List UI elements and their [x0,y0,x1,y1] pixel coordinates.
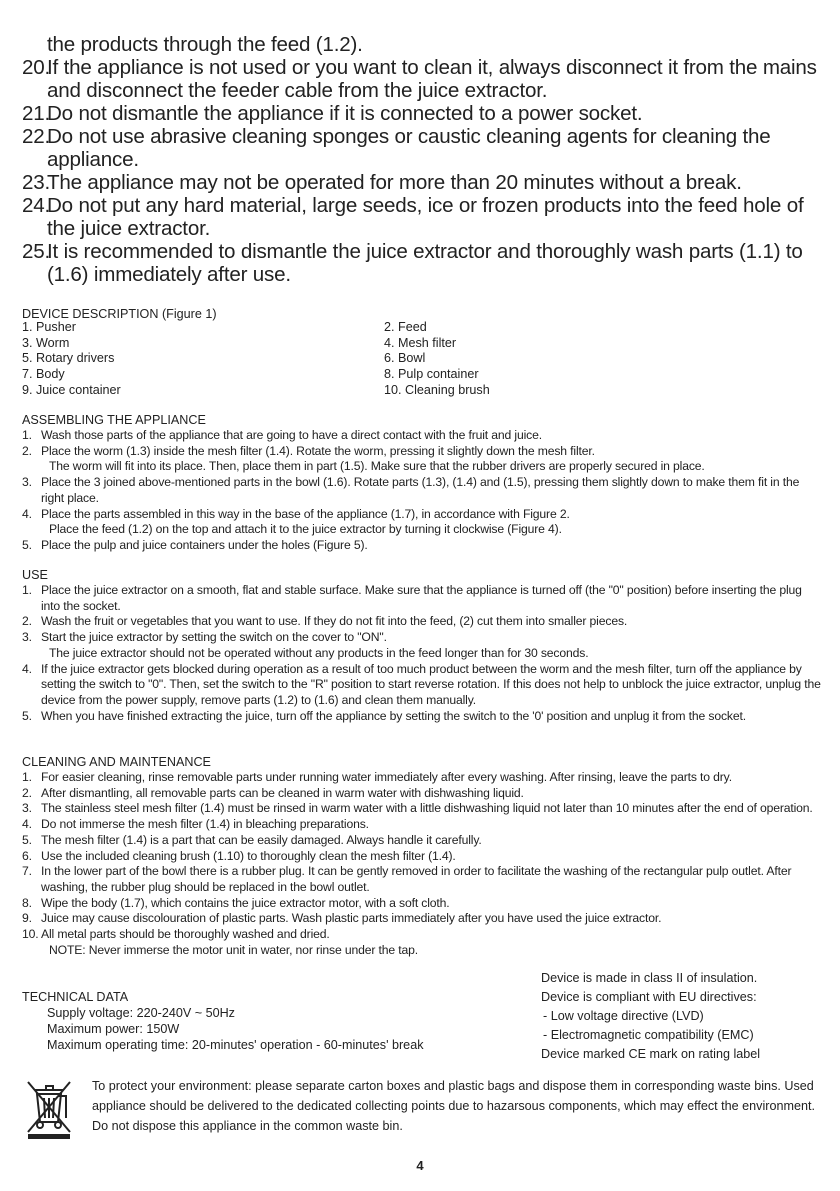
list-item: 2. Place the worm (1.3) inside the mesh filter (1.4). Rotate the worm, pressing it slightly down the mesh filter. The worm will fit into its place. Then, place them in part (1.5). Make sure that the rubber drivers are properly secured in place. [22,443,705,474]
list-item: 5. When you have finished extracting the juice, turn off the appliance by setting the switch to the '0' position and unplug it from the socket. [22,708,746,723]
page-number: 4 [416,1158,424,1173]
cleaning-title: CLEANING AND MAINTENANCE [22,755,211,769]
list-item: 3. Worm 4. Mesh filter [22,335,457,350]
device-description-list [22,320,722,399]
list-item: 9. Juice may cause discolouration of plastic parts. Wash plastic parts immediately after you have used the juice extractor. [22,911,662,926]
insulation-class: Device is made in class II of insulation. [541,971,758,985]
list-item: 23. The appliance may not be operated for more than 20 minutes without a break. [22,171,742,194]
cleaning-list [22,770,822,958]
list-item: 8. Wipe the body (1.7), which contains the juice extractor motor, with a soft cloth. [22,895,450,910]
ce-mark-note: Device marked CE mark on rating label [541,1047,761,1061]
list-item: 5. The mesh filter (1.4) is a part that can be easily damaged. Always handle it carefully. [22,832,482,847]
list-item: 1. Pusher 2. Feed [22,320,427,334]
list-item: 9. Juice container 10. Cleaning brush [22,382,490,397]
list-item: 5. Place the pulp and juice containers under the holes (Figure 5). [22,537,368,552]
supply-voltage: Supply voltage: 220-240V ~ 50Hz [47,1006,235,1020]
list-item: 1. Wash those parts of the appliance that are going to have a direct contact with the fruit and juice. [22,428,542,442]
environment-text: To protect your environment: please separate carton boxes and plastic bags and dispose them in corresponding waste bins. Used appliance should be delivered to the dedicated collecting points due to hazarsous components, which may effect the environment. Do not dispose this appliance in the common waste bin. [92,1079,815,1133]
maximum-operating-time: Maximum operating time: 20-minutes' operation - 60-minutes' break [47,1038,424,1052]
emc-directive: - Electromagnetic compatibility (EMC) [543,1028,754,1042]
maximum-power: Maximum power: 150W [47,1022,180,1036]
list-item: the products through the feed (1.2). [47,33,363,56]
list-item: 22. Do not use abrasive cleaning sponges or caustic cleaning agents for cleaning the appliance. [22,125,771,171]
list-item: 20. If the appliance is not used or you want to clean it, always disconnect it from the mains and disconnect the feeder cable from the juice extractor. [22,56,817,102]
list-item: 5. Rotary drivers 6. Bowl [22,351,426,366]
safety-list [22,33,822,286]
list-item: 3. The stainless steel mesh filter (1.4) must be rinsed in warm water with a little dishwashing liquid not later than 10 minutes after the end of operation. [22,801,813,816]
eu-directives: Device is compliant with EU directives: [541,990,757,1004]
use-list [22,583,822,724]
list-item: 4. Do not immerse the mesh filter (1.4) in bleaching preparations. [22,817,369,832]
list-item: 21. Do not dismantle the appliance if it is connected to a power socket. [22,102,643,125]
assembling-title: ASSEMBLING THE APPLIANCE [22,413,206,427]
list-item: 7. Body 8. Pulp container [22,367,479,382]
use-title: USE [22,568,48,582]
list-item: 6. Use the included cleaning brush (1.10) to thoroughly clean the mesh filter (1.4). [22,848,456,863]
list-item: 24. Do not put any hard material, large seeds, ice or frozen products into the feed hole of the juice extractor. [22,194,804,240]
list-item: 1. For easier cleaning, rinse removable parts under running water immediately after every washing. After rinsing, leave the parts to dry. [22,770,732,784]
list-item: 3. Start the juice extractor by setting the switch on the cover to "ON". The juice extractor should not be operated without any products in the feed longer than for 30 seconds. [22,630,589,660]
list-item: 7. In the lower part of the bowl there is a rubber plug. It can be gently removed in order to facilitate the washing of the rectangular pulp outlet. After washing, the rubber plug should be replaced in the bowl outlet. [22,864,792,894]
list-item: 3. Place the 3 joined above-mentioned parts in the bowl (1.6). Rotate parts (1.3), (1.4) and (1.5), pressing them slightly down to make them fit in the right place. [22,475,800,505]
technical-data [22,989,424,1053]
list-item: 25. It is recommended to dismantle the juice extractor and thoroughly wash parts (1.1) to (1.6) immediately after use. [22,240,803,286]
list-item: 10. All metal parts should be thoroughly washed and dried. NOTE: Never immerse the motor unit in water, nor rinse under the tap. [22,927,418,957]
list-item: 4. If the juice extractor gets blocked during operation as a result of too much product between the worm and the mesh filter, turn off the appliance by setting the switch to "0". Then, set the switch to the "R" position to start reverse rotation. If this does not help to unblock the juice extractor, unplug the device from the power supply, remove parts (1.2) to (1.6) and clean them manually. [22,661,821,707]
compliance-info [541,969,760,1064]
list-item: 1. Place the juice extractor on a smooth, flat and stable surface. Make sure that the appliance is turned off (the "0" position) before inserting the plug into the socket. [22,583,802,613]
technical-data-title: TECHNICAL DATA [22,990,129,1004]
crossed-out-wheelie-bin-icon [22,1076,76,1140]
lvd-directive: - Low voltage directive (LVD) [543,1009,704,1023]
assembling-list [22,428,822,554]
device-description-title: DEVICE DESCRIPTION (Figure 1) [22,307,217,321]
list-item: 2. Wash the fruit or vegetables that you want to use. If they do not fit into the feed, (2) cut them into smaller pieces. [22,614,628,629]
list-item: 2. After dismantling, all removable parts can be cleaned in warm water with dishwashing liquid. [22,785,524,800]
list-item: 4. Place the parts assembled in this way in the base of the appliance (1.7), in accordance with Figure 2. Place the feed (1.2) on the top and attach it to the juice extractor by turning it clockwise (Figure 4). [22,506,570,537]
